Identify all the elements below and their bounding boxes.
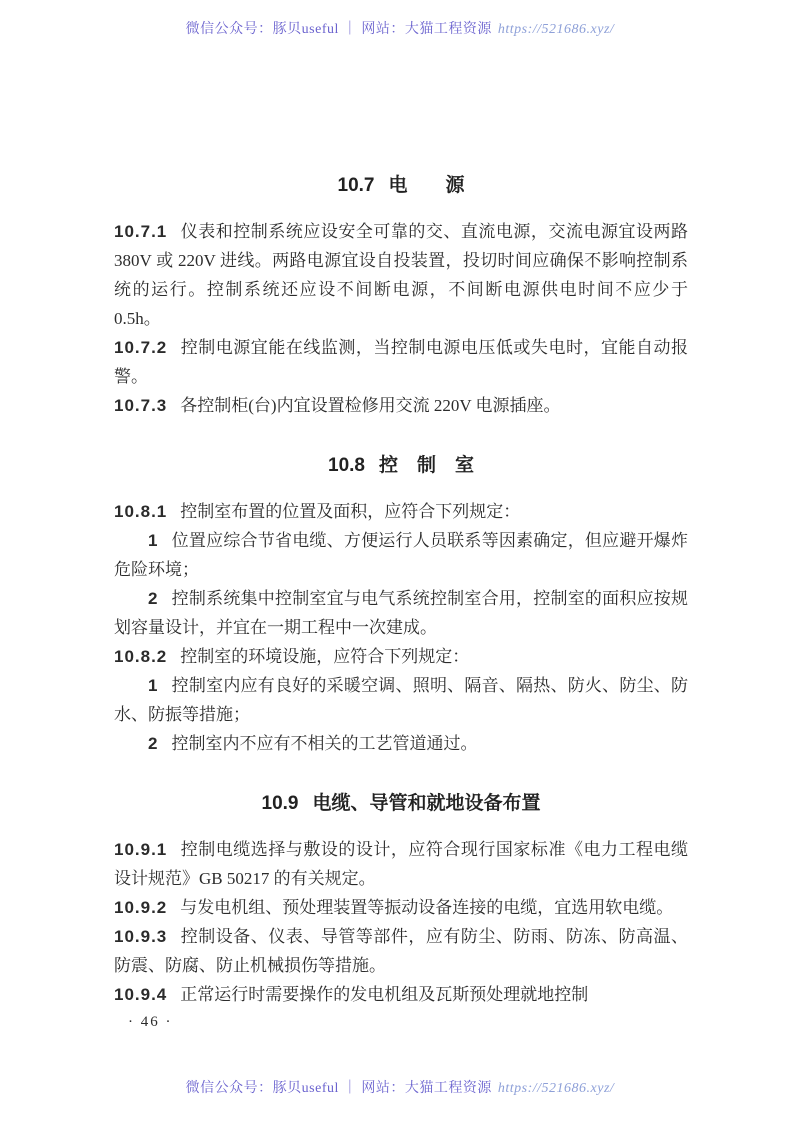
header-link[interactable]: https://521686.xyz/ [497, 22, 615, 37]
section-number: 10.9 [261, 793, 299, 814]
clause-number: 10.8.2 [114, 647, 168, 666]
subclause-number: 1 [148, 676, 159, 695]
section-heading-10-7 [114, 170, 688, 197]
clause-10-8-2 [114, 642, 688, 671]
clause-text: 控制室布置的位置及面积，应符合下列规定： [180, 502, 521, 521]
clause-number: 10.7.1 [114, 222, 168, 241]
clause-number: 10.9.1 [114, 840, 168, 859]
clause-10-9-1 [114, 835, 688, 893]
header-text: 微信公众号：豚贝useful ｜ 网站：大猫工程资源 [185, 22, 492, 37]
clause-text: 控制电缆选择与敷设的设计，应符合现行国家标准《电力工程电缆设计规范》GB 50217 的有关规定。 [114, 840, 688, 888]
clause-10-7-1 [114, 217, 688, 333]
subclause-number: 1 [148, 531, 159, 550]
clause-text: 控制设备、仪表、导管等部件，应有防尘、防雨、防冻、防高温、防震、防腐、防止机械损伤等措施。 [114, 927, 688, 975]
page-number: · 46 · [128, 1014, 173, 1030]
subclause-10-8-2-2 [114, 729, 688, 758]
clause-text: 控制室的环境设施，应符合下列规定： [180, 647, 470, 666]
clause-text: 各控制柜(台)内宜设置检修用交流 220V 电源插座。 [180, 396, 561, 415]
clause-10-9-3 [114, 922, 688, 980]
subclause-10-8-1-1 [114, 526, 688, 584]
subclause-number: 2 [148, 734, 159, 753]
subclause-text: 位置应综合节省电缆、方便运行人员联系等因素确定，但应避开爆炸危险环境； [114, 531, 688, 579]
subclause-text: 控制室内应有良好的采暖空调、照明、隔音、隔热、防火、防尘、防水、防振等措施； [114, 676, 688, 724]
section-title: 电 源 [388, 175, 465, 196]
subclause-10-8-2-1 [114, 671, 688, 729]
document-body [114, 140, 688, 1009]
footer-text: 微信公众号：豚贝useful ｜ 网站：大猫工程资源 [185, 1081, 492, 1096]
clause-10-7-3 [114, 391, 688, 420]
section-number: 10.7 [337, 175, 375, 196]
footer-link[interactable]: https://521686.xyz/ [497, 1081, 615, 1096]
clause-10-9-2 [114, 893, 688, 922]
page-header-watermark [0, 18, 800, 38]
clause-text: 正常运行时需要操作的发电机组及瓦斯预处理就地控制 [180, 985, 589, 1004]
clause-number: 10.7.2 [114, 338, 168, 357]
clause-number: 10.9.3 [114, 927, 168, 946]
subclause-10-8-1-2 [114, 584, 688, 642]
subclause-text: 控制室内不应有不相关的工艺管道通过。 [171, 734, 478, 753]
subclause-text: 控制系统集中控制室宜与电气系统控制室合用，控制室的面积应按规划容量设计，并宜在一期工程中一次建成。 [114, 589, 688, 637]
clause-10-9-4 [114, 980, 688, 1009]
section-heading-10-9 [114, 788, 688, 815]
clause-text: 控制电源宜能在线监测，当控制电源电压低或失电时，宜能自动报警。 [114, 338, 688, 386]
section-heading-10-8 [114, 450, 688, 477]
section-number: 10.8 [328, 455, 365, 476]
clause-text: 与发电机组、预处理装置等振动设备连接的电缆，宜选用软电缆。 [180, 898, 674, 917]
clause-10-8-1 [114, 497, 688, 526]
section-title: 电缆、导管和就地设备布置 [312, 793, 541, 814]
clause-text: 仪表和控制系统应设安全可靠的交、直流电源，交流电源宜设两路 380V 或 220V 进线。两路电源宜设自投装置，投切时间应确保不影响控制系统的运行。控制系统还应设不间断电源，不间断电源供电时间不应少于 0.5h。 [114, 222, 688, 328]
section-title: 控 制 室 [378, 455, 474, 476]
clause-number: 10.7.3 [114, 396, 168, 415]
clause-10-7-2 [114, 333, 688, 391]
clause-number: 10.9.4 [114, 985, 168, 1004]
page-footer-watermark [0, 1077, 800, 1097]
subclause-number: 2 [148, 589, 159, 608]
clause-number: 10.8.1 [114, 502, 168, 521]
clause-number: 10.9.2 [114, 898, 168, 917]
